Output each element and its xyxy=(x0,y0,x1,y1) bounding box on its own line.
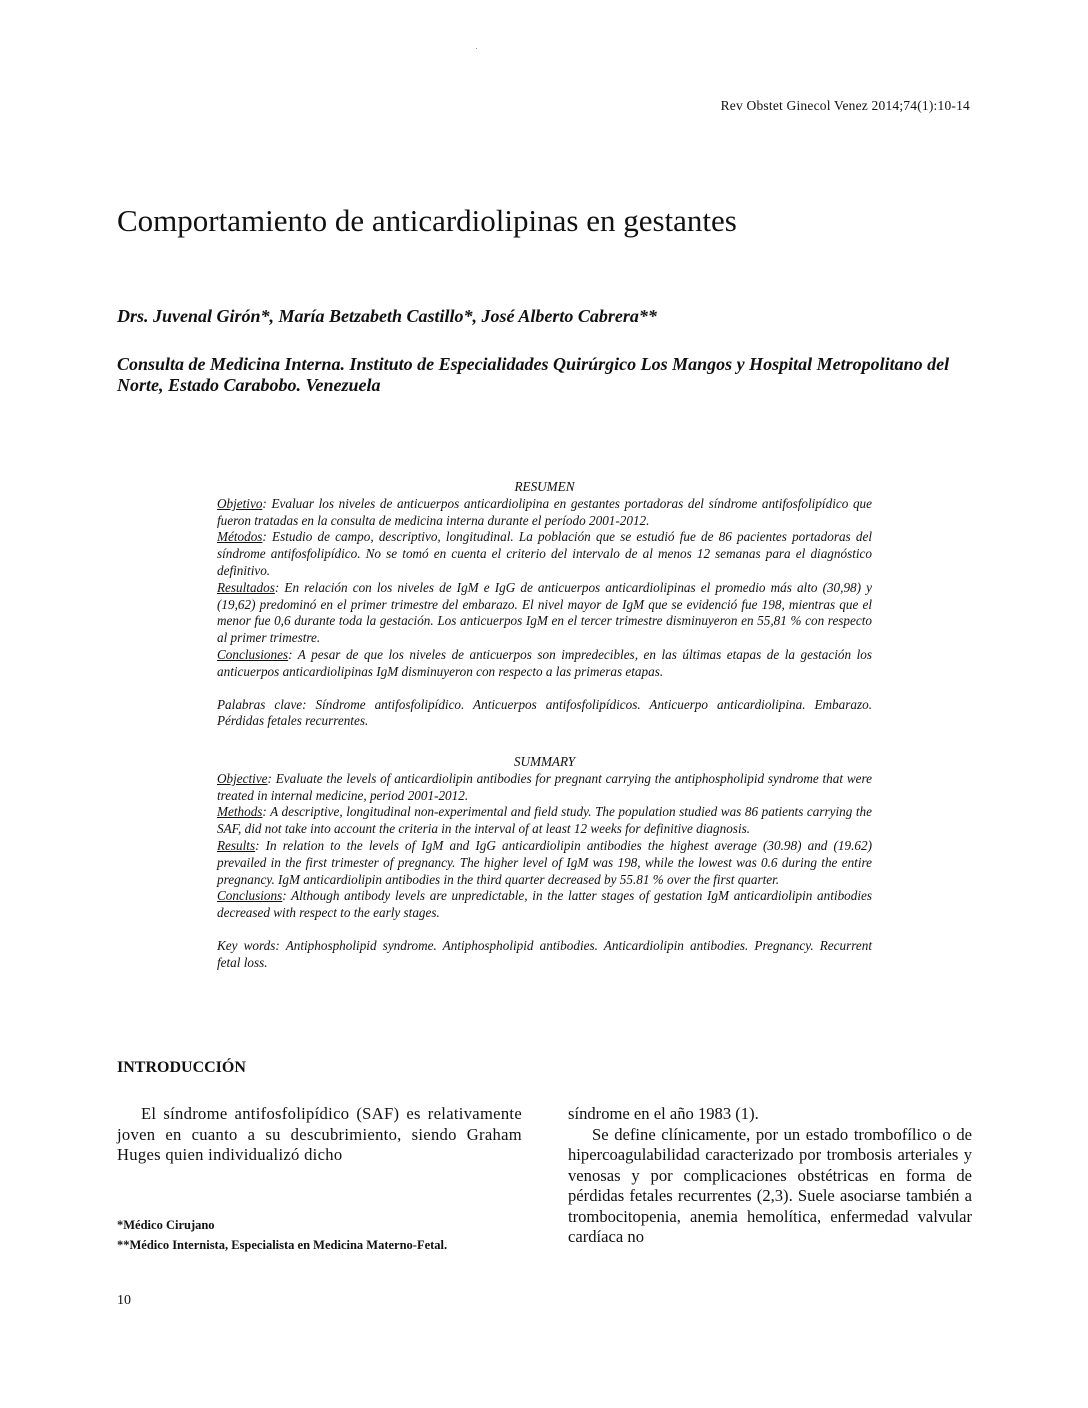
results-label: Results xyxy=(217,837,256,853)
summary-section xyxy=(217,754,872,972)
resultados-label: Resultados xyxy=(217,579,275,595)
resumen-objetivo xyxy=(217,496,872,530)
methods-text: : A descriptive, longitudinal non-experimental and field study. The population studied was 86 patients carrying the SAF, did not take into account the criteria in the interval of at least 12 weeks for definitive diagnosis. xyxy=(217,804,872,837)
intro-heading: INTRODUCCIÓN xyxy=(117,1059,246,1076)
conclusiones-text: : A pesar de que los niveles de anticuerpos son impredecibles, en las últimas etapas de la gestación los anticuerpos anticardiolipinas IgM disminuyeron con respecto a las primeras etapas. xyxy=(217,646,872,679)
summary-results xyxy=(217,838,872,888)
resumen-conclusiones xyxy=(217,647,872,681)
intro-paragraph-2: Se define clínicamente, por un estado trombofílico o de hipercoagulabilidad caracterizado por trombosis arteriales y venosas y por complicaciones obstétricas en forma de pérdidas fetales recurrentes (2,3). Suele asociarse también a trombocitopenia, anemia hemolítica, enfermedad valvular cardíaca no xyxy=(568,1124,972,1246)
resumen-metodos xyxy=(217,529,872,579)
palabras-clave: Palabras clave: Síndrome antifosfolipídico. Anticuerpos antifosfolipídicos. Anticuerpo anticardiolipina. Embarazo. Pérdidas fetales recurrentes. xyxy=(217,696,872,729)
resultados-text: : En relación con los niveles de IgM e IgG de anticuerpos anticardiolipinas el promedio más alto (30,98) y (19,62) predominó en el primer trimestre del embarazo. El nivel mayor de IgM que se evidenció fue 198, mientras que el menor fue 0,6 durante toda la gestación. Los anticuerpos IgM en el tercer trimestre disminuyeron en 55,81 % con respecto al primer trimestre. xyxy=(217,579,872,646)
page-number: 10 xyxy=(117,1293,131,1308)
key-words: Key words: Antiphospholipid syndrome. Antiphospholipid antibodies. Anticardiolipin antibodies. Pregnancy. Recurrent fetal loss. xyxy=(217,937,872,970)
footnotes xyxy=(117,1215,547,1255)
conclusiones-label: Conclusiones xyxy=(217,646,289,662)
footnote-2: **Médico Internista, Especialista en Medicina Materno-Fetal. xyxy=(117,1238,448,1252)
metodos-label: Métodos xyxy=(217,529,263,545)
author-list: Drs. Juvenal Girón*, María Betzabeth Castillo*, José Alberto Cabrera** xyxy=(117,306,657,326)
intro-column-right xyxy=(568,1104,972,1248)
resumen-section xyxy=(217,479,872,730)
metodos-text: : Estudio de campo, descriptivo, longitudinal. La población que se estudió fue de 86 pacientes portadoras del síndrome antifosfolipídico. No se tomó en cuenta el criterio del intervalo de al menos 12 semanas para el diagnóstico definitivo. xyxy=(217,529,872,578)
resumen-heading: RESUMEN xyxy=(514,479,575,494)
summary-methods xyxy=(217,804,872,838)
affiliation: Consulta de Medicina Interna. Instituto de Especialidades Quirúrgico Los Mangos y Hospital Metropolitano del Norte, Estado Carabobo. Venezuela xyxy=(117,354,950,395)
scan-dot xyxy=(476,48,477,49)
article-title: Comportamiento de anticardiolipinas en gestantes xyxy=(117,203,737,238)
objetivo-text: : Evaluar los niveles de anticuerpos anticardiolipina en gestantes portadoras del síndrome antifosfolipídico que fueron tratadas en la consulta de medicina interna durante el período 2001-2012. xyxy=(217,495,872,528)
footnote-1: *Médico Cirujano xyxy=(117,1218,215,1232)
journal-reference: Rev Obstet Ginecol Venez 2014;74(1):10-14 xyxy=(720,98,970,113)
summary-objective xyxy=(217,771,872,805)
conclusions-label: Conclusions xyxy=(217,888,283,904)
intro-paragraph-1-cont: síndrome en el año 1983 (1). xyxy=(568,1104,759,1123)
intro-column-left xyxy=(117,1104,522,1166)
methods-label: Methods xyxy=(217,804,263,820)
intro-paragraph-1: El síndrome antifosfolipídico (SAF) es relativamente joven en cuanto a su descubrimiento, siendo Graham Huges quien individualizó dicho xyxy=(117,1104,522,1164)
summary-heading: SUMMARY xyxy=(513,754,576,769)
conclusions-text: : Although antibody levels are unpredictable, in the latter stages of gestation IgM anticardiolipin antibodies decreased with respect to the early stages. xyxy=(217,888,872,921)
results-text: : In relation to the levels of IgM and IgG anticardiolipin antibodies the highest average (30.98) and (19.62) prevailed in the first trimester of pregnancy. The higher level of IgM was 198, while the lowest was 0.6 during the entire pregnancy. IgM anticardiolipin antibodies in the third quarter decreased by 55.81 % over the first quarter. xyxy=(217,837,872,887)
objetivo-label: Objetivo xyxy=(217,495,263,511)
objective-text: : Evaluate the levels of anticardiolipin antibodies for pregnant carrying the antiphospholipid syndrome that were treated in internal medicine, period 2001-2012. xyxy=(217,770,872,803)
summary-conclusions xyxy=(217,888,872,922)
resumen-resultados xyxy=(217,580,872,647)
objective-label: Objective xyxy=(217,770,268,786)
